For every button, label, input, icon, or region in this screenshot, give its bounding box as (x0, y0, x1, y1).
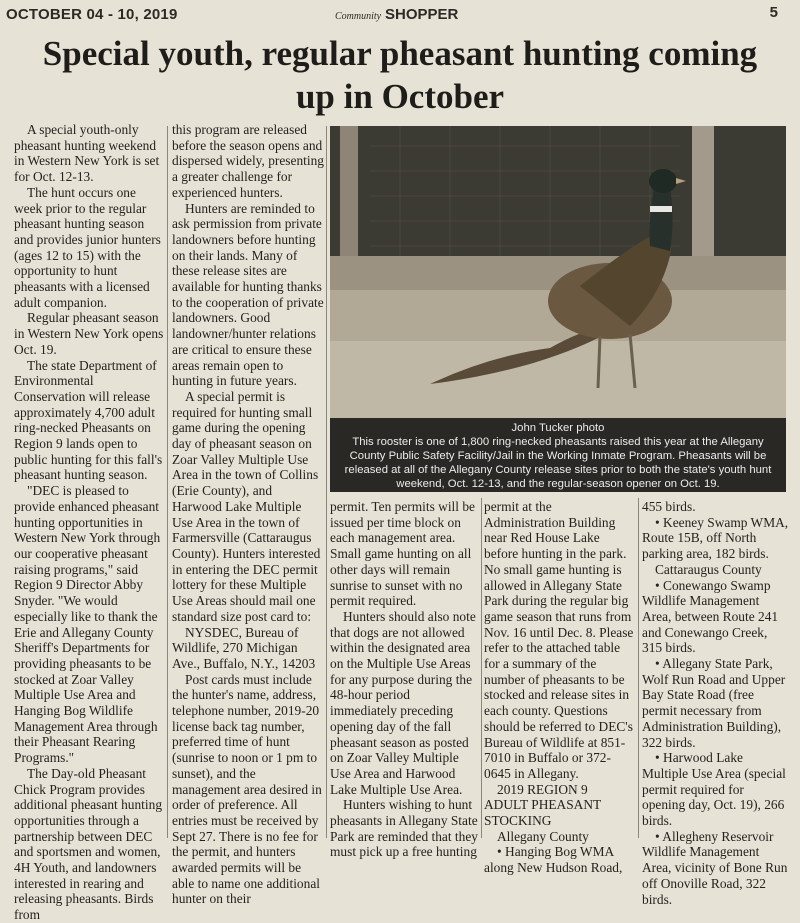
photo-caption-text: This rooster is one of 1,800 ring-necked pheasants raised this year at the Allegany County Public Safety Facility/Jail in the Working Inmate Program. Pheasants will be released at all of the Allegany County release sites prior to both the state's youth hunt weekend, Oct. 12-13, and the regular-season opener on Oct. 19. (344, 436, 772, 490)
column-rule (638, 498, 639, 838)
photo-caption (330, 418, 786, 492)
article-column-2 (172, 122, 324, 907)
stocking-item: • Conewango Swamp Wildlife Management Area, between Route 241 and Conewango Creek, 315 birds. (642, 577, 779, 656)
stocking-item: • Allegheny Reservoir Wildlife Management Area, vicinity of Bone Run off Onoville Road, 322 birds. (642, 828, 788, 907)
paragraph: permit at the Administration Building near Red House Lake before hunting in the park. No small game hunting is allowed in Allegany State Park during the regular big game season that runs from Nov. 16 until Dec. 8. Please refer to the attached table for a summary of the number of pheasants to be stocked and release sites in each county. Questions should be referred to DEC's Bureau of Wildlife at 851-7010 in Buffalo or 372- 0645 in Allegany. (484, 499, 634, 781)
paragraph: Hunters should also note that dogs are not allowed within the designated area on the Multiple Use Areas for any purpose during the 48-hour period immediately preceding opening day of the fall pheasant season as posted on Zoar Valley Multiple Use Area and Harwood Lake Multiple Use Area. (330, 608, 476, 797)
stocking-item: • Allegany State Park, Wolf Run Road and Upper Bay State Road (free permit necessary from Administration Building), 322 birds. (642, 656, 786, 750)
paragraph: A special permit is required for hunting small game during the opening day of pheasant season on Zoar Valley Multiple Use Area in the town of Collins (Erie County), and Harwood Lake Multiple Use Area in the town of Farmersville (Cattaraugus County). Hunters interested in entering the DEC permit lottery for these Multiple Use Areas should mail one standard size post card to: (172, 388, 321, 624)
stocking-item: • Harwood Lake Multiple Use Area (special permit required for opening day, Oct. 19), 266 birds. (642, 750, 786, 829)
stocking-item-continued: 455 birds. (642, 499, 696, 514)
paragraph: "DEC is pleased to provide enhanced pheasant hunting opportunities in Western New York through our cooperative pheasant raising programs," said Region 9 Director Abby Snyder. "We would especially like to thank the Erie and Allegany County Sheriff's Departments for providing pheasants to be stocked at Zoar Valley Multiple Use Area and Hanging Bog Wildlife Management Area through their Pheasant Rearing Programs." (14, 483, 161, 766)
stocking-item: • Keeney Swamp WMA, Route 15B, off North parking area, 182 birds. (642, 514, 789, 562)
photo-credit: John Tucker photo (511, 422, 605, 434)
pheasant-photo (330, 126, 786, 418)
stocking-item: • Hanging Bog WMA along New Hudson Road, (484, 844, 623, 876)
article-column-4 (484, 499, 634, 876)
newspaper-logo (335, 6, 458, 23)
paragraph: Hunters wishing to hunt pheasants in Allegany State Park are reminded that they must pick up a free hunting (330, 797, 478, 860)
column-rule (326, 126, 327, 838)
article-column-1 (14, 122, 164, 923)
stocking-table-heading: 2019 REGION 9 ADULT PHEASANT STOCKING (484, 781, 601, 829)
column-rule (481, 498, 482, 838)
column-rule (167, 126, 168, 838)
paragraph: A special youth-only pheasant hunting weekend in Western New York is set for Oct. 12-13. (14, 122, 160, 185)
paragraph: Hunters are reminded to ask permission from private landowners before hunting on their lands. Many of these release sites are available for hunting thanks to the cooperation of private landowners. Good landowner/hunter relations are critical to ensure these areas remain open to hunting in future years. (172, 200, 324, 389)
page-number: 5 (769, 4, 778, 21)
logo-big-text: SHOPPER (385, 6, 459, 23)
paragraph: The hunt occurs one week prior to the regular pheasant hunting season and provides junior hunters (ages 12 to 15) with the opportunity to hunt pheasants with a licensed adult companion. (14, 184, 161, 310)
paragraph: this program are released before the season opens and dispersed widely, presenting a greater challenge for experienced hunters. (172, 122, 324, 200)
paragraph: The state Department of Environmental Conservation will release approximately 4,700 adult ring-necked Pheasants on Region 9 lands open to public hunting for this fall's pheasant hunting season. (14, 357, 163, 483)
county-heading: Cattaraugus County (655, 561, 762, 577)
issue-date: OCTOBER 04 - 10, 2019 (6, 6, 178, 23)
county-heading: Allegany County (497, 828, 589, 844)
paragraph: The Day-old Pheasant Chick Program provides additional pheasant hunting opportunities through a partnership between DEC and sportsmen and women, 4H Youth, and landowners interested in rearing and releasing pheasants. Birds from (14, 765, 163, 923)
article-column-5 (642, 499, 790, 907)
paragraph: Regular pheasant season in Western New York opens Oct. 19. (14, 310, 164, 357)
pheasant-photo-illustration (330, 126, 786, 418)
page-header (0, 0, 800, 30)
article-column-3 (330, 499, 478, 860)
address-paragraph: NYSDEC, Bureau of Wildlife, 270 Michigan Ave., Buffalo, N.Y., 14203 (172, 624, 316, 671)
paragraph: permit. Ten permits will be issued per time block on each management area. Small game hunting on all other days will remain sunrise to sunset with no permit required. (330, 499, 475, 609)
article-headline: Special youth, regular pheasant hunting coming up in October (42, 34, 758, 116)
paragraph: Post cards must include the hunter's name, address, telephone number, 2019-20 license back tag number, preferred time of hunt (sunrise to noon or 1 pm to sunset), and the management area desired in order of preference. All entries must be received by Sept 27. There is no fee for the permit, and hunters awarded permits will be able to name one additional hunter on their (172, 671, 322, 907)
logo-small-text: Community (335, 11, 382, 22)
